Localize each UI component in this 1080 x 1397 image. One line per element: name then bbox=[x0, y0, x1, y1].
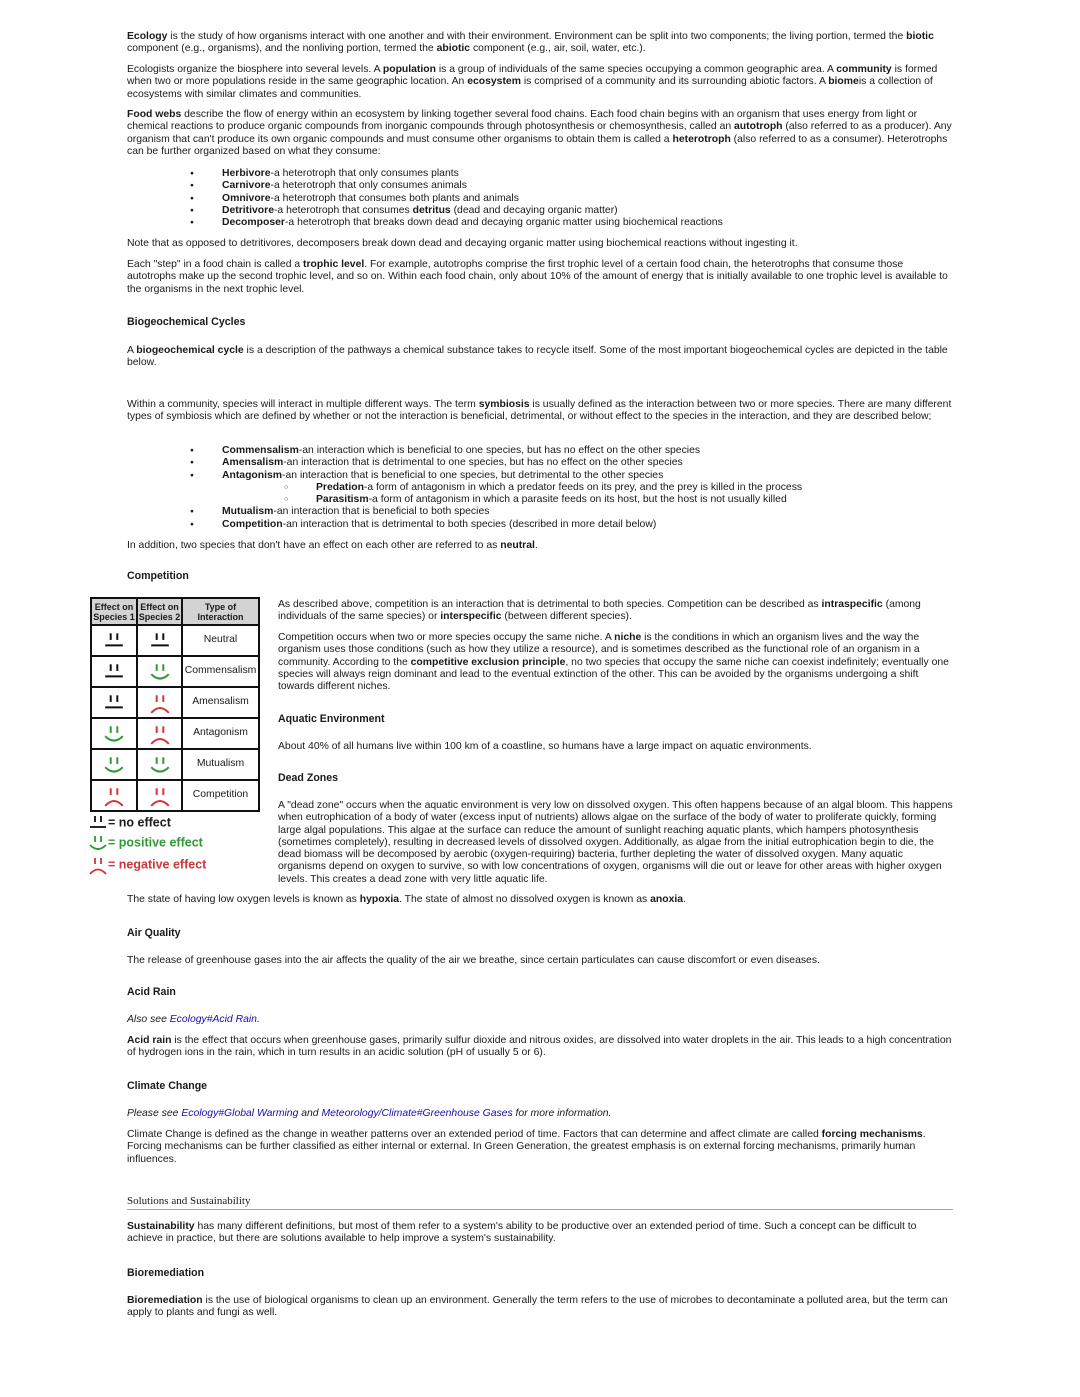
bold-term: hypoxia bbox=[359, 894, 400, 905]
text: has many different definitions, but most of them refer to a system's ability to be productive over an extended period of time. Such a concept can be difficult to achieve in practice, but there are solutions available to help improve a system's sustainability. bbox=[127, 1221, 917, 1245]
list-item bbox=[222, 205, 942, 217]
list-term: Decomposer bbox=[222, 217, 285, 229]
list-desc: -an interaction which is beneficial to one species, but has no effect on the other species bbox=[298, 445, 701, 456]
table-row bbox=[91, 625, 259, 656]
effect-cell bbox=[91, 780, 137, 811]
text: Climate Change is defined as the change in weather patterns over an extended period of time. Factors that can determine and affect climate are called bbox=[127, 1129, 822, 1140]
text: describe the flow of energy within an ecosystem by linking together several food chains. Each food chain begins with an organism that uses energy from light or chemical reactions to produce organic compounds from inorganic compounds through photosynthesis or chemosynthesis, called an bbox=[127, 109, 918, 133]
para-foodwebs bbox=[127, 109, 955, 158]
interaction-type: Amensalism bbox=[182, 687, 259, 718]
bold-term: Acid rain bbox=[127, 1035, 172, 1046]
text: component (e.g., organisms), and the nonliving portion, termed the bbox=[127, 43, 437, 55]
list-term: Mutualism bbox=[222, 506, 274, 518]
text: is a collection of ecosystems with similar climates and communities. bbox=[127, 76, 933, 100]
list-desc: -an interaction that is beneficial to both species bbox=[273, 506, 490, 518]
bold-term: population bbox=[382, 64, 436, 75]
list-item bbox=[222, 445, 942, 457]
list-desc: -a heterotroph that consumes bbox=[273, 204, 413, 216]
effect-cell bbox=[137, 749, 182, 780]
para-air bbox=[127, 955, 955, 967]
list-item bbox=[222, 470, 942, 482]
bold-term: Food webs bbox=[127, 109, 182, 120]
list-term: Antagonism bbox=[222, 469, 283, 481]
list-item bbox=[222, 519, 942, 531]
legend-positive-effect bbox=[88, 833, 203, 853]
heading-biogeochemical: Biogeochemical Cycles bbox=[127, 316, 246, 328]
text: is the effect that occurs when greenhouse gases, primarily sulfur dioxide and nitrous oxides, are dissolved into water droplets in the air. This leads to a high concentration of hydrogen ions in the rain, which in turn results in an acidic solution (pH of usually 5 or 6). bbox=[127, 1035, 952, 1059]
para-acid-see bbox=[127, 1014, 955, 1026]
text: As described above, competition is an interaction that is detrimental to both species. Competition can be described as bbox=[278, 599, 822, 610]
list-term: Herbivore bbox=[222, 168, 271, 179]
text: is the use of biological organisms to clean up an environment. Generally the term refers to the use of microbes to decontaminate a polluted area, but the term can apply to plants and fungi as well. bbox=[127, 1295, 948, 1319]
legend-no-effect bbox=[88, 813, 171, 833]
para-climate-see bbox=[127, 1108, 955, 1120]
interaction-type: Mutualism bbox=[182, 749, 259, 780]
interaction-type: Commensalism bbox=[182, 656, 259, 687]
para-bioremediation bbox=[127, 1295, 955, 1320]
none-face-icon bbox=[149, 630, 171, 652]
bold-term: intraspecific bbox=[821, 599, 883, 610]
positive-face-icon bbox=[88, 835, 108, 849]
text: . bbox=[683, 894, 686, 905]
text: Ecologists organize the biosphere into several levels. A bbox=[127, 64, 383, 75]
list-term: detritus bbox=[412, 204, 451, 216]
interaction-type: Competition bbox=[182, 780, 259, 811]
text: is usually defined as the interaction between two or more species. There are many different types of symbiosis which are defined by whether or not the interaction is beneficial, detrimental, or without effect to the species in the interaction, and they are described below; bbox=[127, 399, 952, 423]
negative-face-icon bbox=[149, 785, 171, 807]
para-aquatic bbox=[278, 741, 953, 753]
heading-bioremediation: Bioremediation bbox=[127, 1267, 205, 1279]
bold-term: Ecology bbox=[127, 31, 168, 42]
bold-term: niche bbox=[614, 632, 642, 643]
text: Competition occurs when two or more species occupy the same niche. A bbox=[278, 632, 615, 643]
para-ecology bbox=[127, 31, 955, 56]
list-term: Parasitism bbox=[316, 494, 369, 506]
para-acid bbox=[127, 1035, 955, 1060]
para-neutral bbox=[127, 540, 955, 552]
list-desc: -an interaction that is beneficial to one species, but detrimental to the other species bbox=[282, 469, 664, 481]
para-symbiosis bbox=[127, 399, 955, 424]
interaction-type: Neutral bbox=[182, 625, 259, 656]
table-row bbox=[91, 687, 259, 718]
text: component (e.g., air, soil, water, etc.). bbox=[470, 43, 646, 55]
text: (also referred to as a producer). Any organism that can't produce its own organic compounds and must consume other organisms to obtain them is called a bbox=[127, 121, 952, 145]
para-climate bbox=[127, 1129, 955, 1166]
text: The state of having low oxygen levels is known as bbox=[127, 894, 360, 905]
bold-term: biotic bbox=[906, 31, 934, 42]
list-item bbox=[222, 457, 942, 469]
text: Within a community, species will interact in multiple different ways. The term bbox=[127, 399, 479, 410]
heading-acid-rain: Acid Rain bbox=[127, 986, 176, 998]
text: . bbox=[256, 1014, 260, 1025]
para-sustainability bbox=[127, 1221, 955, 1246]
effect-cell bbox=[91, 718, 137, 749]
bold-term: biogeochemical cycle bbox=[136, 345, 244, 356]
table-row bbox=[91, 749, 259, 780]
text: The release of greenhouse gases into the air affects the quality of the air we breathe, since certain particulates can cause discomfort or even diseases. bbox=[127, 955, 820, 966]
bold-term: competitive exclusion principle bbox=[410, 656, 566, 668]
bold-term: anoxia bbox=[650, 894, 684, 905]
list-item bbox=[222, 217, 942, 229]
list-term: Commensalism bbox=[222, 445, 299, 456]
heading-air-quality: Air Quality bbox=[127, 927, 181, 939]
bold-term: interspecific bbox=[440, 611, 502, 623]
list-desc: -a form of antagonism in which a parasite feeds on its host, but the host is not usually killed bbox=[368, 494, 787, 506]
antagonism-sub-list bbox=[316, 482, 1036, 507]
heading-climate-change: Climate Change bbox=[127, 1080, 208, 1092]
effect-cell bbox=[137, 780, 182, 811]
legend-label: = no effect bbox=[108, 815, 171, 830]
bold-term: biome bbox=[828, 76, 859, 88]
list-desc: -an interaction that is detrimental to both species (described in more detail below) bbox=[282, 518, 657, 530]
para-competition-2 bbox=[278, 632, 953, 693]
effect-cell bbox=[137, 625, 182, 656]
list-desc: -an interaction that is detrimental to one species, but has no effect on the other species bbox=[283, 457, 683, 469]
list-item bbox=[316, 482, 1036, 494]
legend-negative-effect bbox=[88, 855, 206, 875]
text: Each "step" in a food chain is called a bbox=[127, 259, 304, 270]
negative-face-icon bbox=[88, 857, 108, 871]
text: (among individuals of the same species) or bbox=[278, 599, 921, 623]
para-levels bbox=[127, 64, 955, 101]
para-trophic bbox=[127, 259, 955, 296]
text: In addition, two species that don't have an effect on each other are referred to as bbox=[127, 540, 501, 551]
text: is formed when two or more populations reside in the same geographic location. An bbox=[127, 64, 938, 88]
text: About 40% of all humans live within 100 km of a coastline, so humans have a large impact on aquatic environments. bbox=[278, 741, 812, 752]
text: and bbox=[298, 1108, 322, 1119]
none-face-icon bbox=[103, 630, 125, 652]
table-row bbox=[91, 718, 259, 749]
negative-face-icon bbox=[149, 723, 171, 745]
text: is a group of individuals of the same species occupying a common geographic area. A bbox=[435, 64, 837, 75]
list-item bbox=[222, 506, 942, 518]
positive-face-icon bbox=[149, 754, 171, 776]
list-term: Detritivore bbox=[222, 204, 274, 216]
sub-list-wrapper bbox=[222, 482, 942, 507]
table-row bbox=[91, 656, 259, 687]
list-item bbox=[316, 494, 1036, 506]
table-header: Type of Interaction bbox=[182, 598, 259, 625]
list-desc: -a heterotroph that only consumes animals bbox=[270, 180, 467, 192]
text: Note that as opposed to detritivores, decomposers break down dead and decaying organic matter using biochemical reactions without ingesting it. bbox=[127, 238, 798, 249]
list-desc: -a heterotroph that breaks down dead and decaying organic matter using biochemical reactions bbox=[284, 217, 723, 229]
list-term: Omnivore bbox=[222, 192, 271, 204]
list-item bbox=[222, 168, 942, 180]
effect-cell bbox=[137, 718, 182, 749]
text: , no two species that occupy the same niche can coexist indefinitely; eventually one species will always reign dominant and lead to the eventual extinction of the other. This can be avoided by the organisms undergoing a shift towards different niches. bbox=[278, 656, 949, 693]
list-term: Competition bbox=[222, 518, 283, 530]
text: is comprised of a community and its surrounding abiotic factors. A bbox=[520, 76, 829, 88]
symbiosis-list bbox=[222, 445, 942, 531]
bold-term: symbiosis bbox=[478, 399, 530, 410]
para-hypoxia bbox=[127, 894, 955, 906]
bold-term: autotroph bbox=[734, 121, 783, 133]
bold-term: heterotroph bbox=[672, 133, 731, 145]
text: (also referred to as a consumer). Heterotrophs can be further organized based on what they consume: bbox=[127, 133, 948, 157]
text: A bbox=[127, 345, 137, 356]
table-row bbox=[91, 780, 259, 811]
bold-term: Sustainability bbox=[127, 1221, 195, 1232]
heading-aquatic: Aquatic Environment bbox=[278, 713, 385, 725]
effect-cell bbox=[91, 687, 137, 718]
para-note bbox=[127, 238, 955, 250]
heading-deadzones: Dead Zones bbox=[278, 772, 339, 784]
none-face-icon bbox=[103, 661, 125, 683]
text: . Forcing mechanisms can be further classified as either internal or external. In Green Generation, the greatest emphasis is on external forcing mechanisms, primarily human influences. bbox=[127, 1129, 926, 1165]
list-desc: (dead and decaying organic matter) bbox=[450, 204, 618, 216]
legend-label: = negative effect bbox=[108, 857, 207, 872]
interaction-type: Antagonism bbox=[182, 718, 259, 749]
positive-face-icon bbox=[103, 723, 125, 745]
list-desc: -a form of antagonism in which a predator feeds on its prey, and the prey is killed in the process bbox=[363, 481, 803, 493]
para-deadzones bbox=[278, 800, 953, 886]
list-item bbox=[222, 180, 942, 192]
bold-term: community bbox=[836, 64, 892, 75]
effect-cell bbox=[91, 749, 137, 780]
bold-term: Bioremediation bbox=[127, 1295, 203, 1306]
legend-label: = positive effect bbox=[108, 835, 203, 850]
bold-term: abiotic bbox=[436, 43, 471, 55]
wiki-link[interactable]: Ecology#Global Warming bbox=[181, 1108, 299, 1119]
interaction-table bbox=[90, 597, 260, 812]
text: is a description of the pathways a chemical substance takes to recycle itself. Some of the most important biogeochemical cycles are depicted in the table below. bbox=[127, 345, 948, 369]
text: A "dead zone" occurs when the aquatic environment is very low on dissolved oxygen. This often happens because of an algal bloom. This happens when eutrophication of a body of water (excess input of nutrients) allows algae on the surface of the body of water to proliferate quickly, forming large algal populations. This algae at the surface can reduce the amount of sunlight reaching aquatic plants, which hampers photosynthesis (sometimes completely), resulting in decreased levels of dissolved oxygen. Additionally, as algae from the initial eutrophication begin to die, the dead biomass will be decomposed by aerobic (oxygen-requiring) bacteria, further depleting the water of dissolved oxygen. Many aquatic organisms depend on oxygen to survive, so with low concentrations of oxygen, organisms will die out or leave for other areas with higher oxygen levels. This creates a dead zone with very little aquatic life. bbox=[278, 800, 953, 885]
text: (between different species). bbox=[501, 611, 632, 623]
wiki-link[interactable]: Ecology#Acid Rain bbox=[169, 1014, 257, 1025]
bold-term: forcing mechanisms bbox=[821, 1129, 923, 1140]
negative-face-icon bbox=[149, 692, 171, 714]
text: . bbox=[534, 540, 538, 551]
bold-term: neutral bbox=[500, 540, 535, 551]
text: . The state of almost no dissolved oxygen is known as bbox=[399, 894, 651, 905]
text: . For example, autotrophs comprise the first trophic level of a certain food chain, the heterotrophs that consume those autotrophs make up the second trophic level, and so on. Within each food chain, only about 10% of the amount of energy that is initially available to one trophic level is available to the organisms in the next trophic level. bbox=[127, 259, 948, 295]
wiki-link[interactable]: Meteorology/Climate#Greenhouse Gases bbox=[321, 1108, 513, 1119]
text: is the conditions in which an organism lives and the way the organism uses those conditions (such as how they utilize a resource), and is sometimes described as the functional role of an organism in a community. According to the bbox=[278, 632, 920, 668]
list-term: Amensalism bbox=[222, 457, 284, 469]
table-header: Effect on Species 2 bbox=[137, 598, 182, 625]
effect-cell bbox=[91, 625, 137, 656]
list-term: Carnivore bbox=[222, 180, 271, 192]
no-effect-face-icon bbox=[88, 815, 108, 829]
heading-competition: Competition bbox=[127, 570, 189, 582]
effect-cell bbox=[91, 656, 137, 687]
list-desc: -a heterotroph that consumes both plants and animals bbox=[270, 192, 519, 204]
none-face-icon bbox=[103, 692, 125, 714]
negative-face-icon bbox=[103, 785, 125, 807]
positive-face-icon bbox=[103, 754, 125, 776]
para-competition-1 bbox=[278, 599, 953, 624]
text: is the study of how organisms interact with one another and with their environment. Environment can be split into two components; the living portion, termed the bbox=[167, 31, 907, 42]
bold-term: trophic level bbox=[303, 259, 365, 270]
para-biogeo bbox=[127, 345, 955, 370]
bold-term: ecosystem bbox=[467, 76, 521, 88]
table-header: Effect on Species 1 bbox=[91, 598, 137, 625]
text: Please see bbox=[127, 1108, 182, 1119]
effect-cell bbox=[137, 656, 182, 687]
consumers-list bbox=[222, 168, 942, 229]
list-term: Predation bbox=[316, 481, 364, 493]
heading-solutions: Solutions and Sustainability bbox=[127, 1195, 953, 1210]
positive-face-icon bbox=[149, 661, 171, 683]
list-desc: -a heterotroph that only consumes plants bbox=[270, 168, 459, 179]
text: Also see bbox=[127, 1014, 170, 1025]
text: for more information. bbox=[512, 1108, 612, 1119]
list-item bbox=[222, 193, 942, 205]
effect-cell bbox=[137, 687, 182, 718]
